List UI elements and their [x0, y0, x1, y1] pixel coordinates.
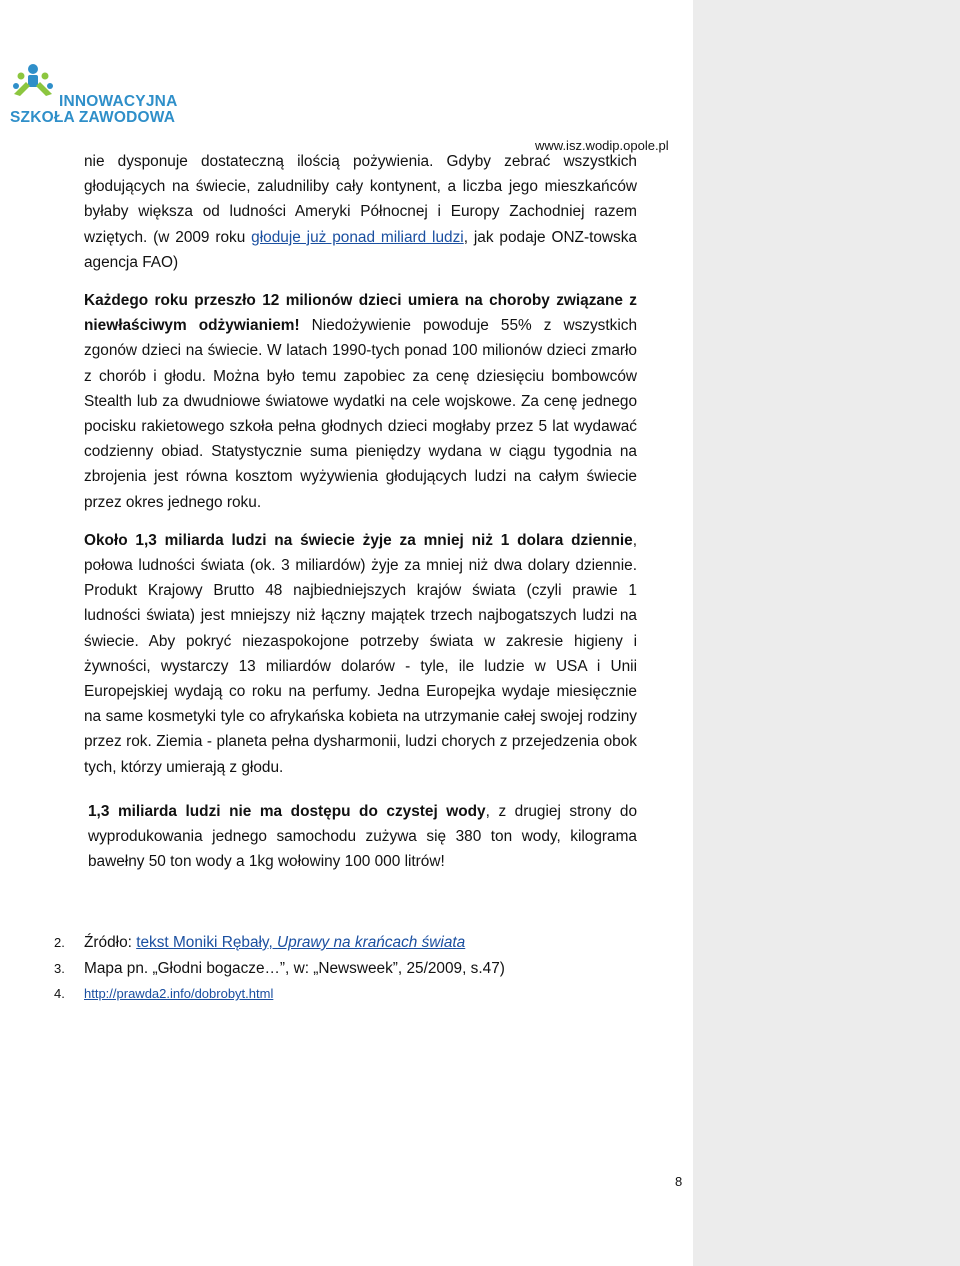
bold-statement: Każdego roku przeszło 12 milionów dzieci umiera na choroby związane z niewłaściwym odżywianiem! — [84, 292, 637, 335]
paragraph-text: Niedożywienie powoduje 55% z wszystkich zgonów dzieci na świecie. W latach 1990-tych ponad 100 milionów dzieci zmarło z chorób i głodu. Można było temu zapobiec za cenę dziesięciu bombowców Stealth lub za dwudniowe światowe wydatki na cele wojskowe. Za cenę jednego pocisku rakietowego szkoła pełna głodnych dzieci mogłaby przez 5 lat wydawać codzienny obiad. Statystycznie suma pieniędzy wydana w ciągu tygodnia na zbrojenia jest równa kosztom wyżywienia głodujących ludzi na całym świecie przez okres jednego roku. — [84, 317, 638, 511]
paragraph-text: nie dysponuje dostateczną ilością pożywienia. Gdyby zebrać wszystkich głodujących na świecie, zaludniliby cały kontynent, a liczba jego mieszkańców byłaby większa od ludności Ameryki Północnej i Europy Zachodniej razem wziętych. (w 2009 roku — [84, 153, 637, 246]
reference-item — [54, 956, 654, 982]
bold-statement: 1,3 miliarda ludzi nie ma dostępu do czystej wody — [88, 802, 486, 820]
logo-text — [10, 94, 177, 126]
comment-margin — [693, 0, 960, 1266]
paragraph-text: , z drugiej strony do wyprodukowania jednego samochodu zużywa się 380 ton wody, kilograma bawełny 50 ton wody a 1kg wołowiny 100 000 litrów! — [88, 802, 638, 871]
paragraph-text: , jak podaje ONZ-towska agencja FAO) — [84, 228, 637, 271]
site-url: www.isz.wodip.opole.pl — [535, 138, 669, 153]
page-number: 8 — [675, 1174, 683, 1189]
reference-list — [54, 930, 654, 1007]
logo-line-1: INNOWACYJNA — [59, 93, 178, 110]
reference-link-text: tekst Moniki Rębały, — [136, 934, 278, 951]
paragraph-children — [84, 288, 637, 515]
reference-item — [54, 981, 654, 1007]
hunger-link[interactable]: głoduje już ponad miliard ludzi — [251, 228, 464, 246]
paragraph-water — [84, 799, 637, 875]
reference-text: Mapa pn. „Głodni bogacze…”, w: „Newsweek”, 25/2009, s.47) — [84, 959, 505, 977]
reference-link[interactable] — [136, 934, 465, 951]
bold-statement: Około 1,3 miliarda ludzi na świecie żyje za mniej niż 1 dolara dziennie — [84, 531, 633, 549]
reference-link-title: Uprawy na krańcach świata — [277, 934, 466, 951]
reference-link[interactable]: http://prawda2.info/dobrobyt.html — [84, 986, 274, 1001]
reference-text — [84, 930, 465, 956]
reference-item — [54, 930, 654, 956]
school-logo — [8, 62, 183, 128]
paragraph-poverty — [84, 528, 637, 780]
paragraph-text: , połowa ludności świata (ok. 3 miliardów) żyje za mniej niż dwa dolary dziennie. Produkt Krajowy Brutto 48 najbiedniejszych krajów świata (czyli prawie 1 ludności świata) jest mniejszy niż łączny majątek trzech najbogatszych ludzi na świecie. Aby pokryć niezaspokojone potrzeby świata w zakresie higieny i żywności, wystarczy 13 miliardów dolarów - tyle, ile ludzie w USA i Unii Europejskiej wydają co roku na perfumy. Jedna Europejka wydaje miesięcznie na same kosmetyki tyle co afrykańska kobieta na utrzymanie całej swojej rodziny przez rok. Ziemia - planeta pełna dysharmonii, ludzi chorych z przejedzenia obok tych, którzy umierają z głodu. — [84, 531, 637, 776]
reference-number: 4. — [54, 986, 65, 1001]
reference-prefix: Źródło: — [84, 934, 137, 951]
document-body — [84, 149, 637, 874]
paragraph-hunger — [84, 149, 637, 275]
reference-number: 2. — [54, 935, 65, 950]
reference-number: 3. — [54, 960, 65, 976]
logo-line-2: SZKOŁA ZAWODOWA — [10, 109, 176, 126]
